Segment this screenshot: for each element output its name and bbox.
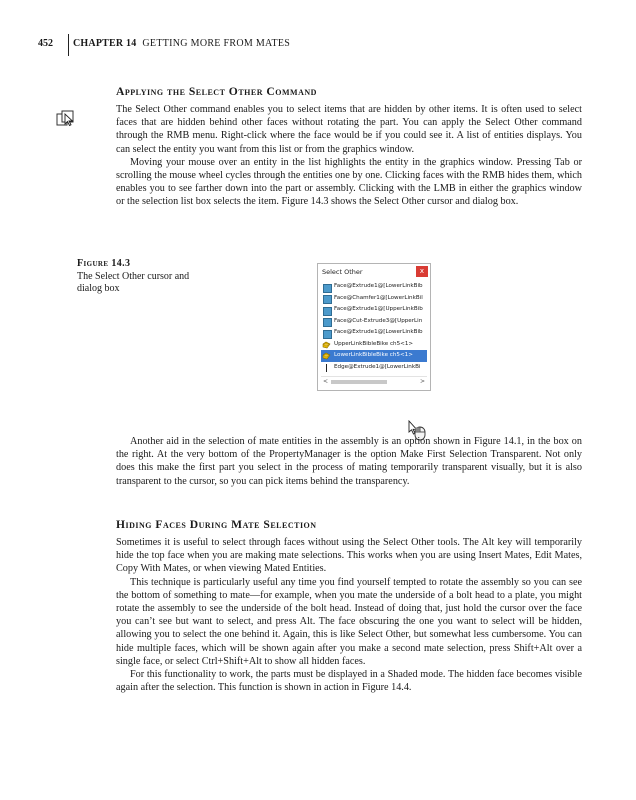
close-button[interactable]: x [416,266,428,277]
paragraph: Another aid in the selection of mate entities in the assembly is an option shown in Figure 14.1, in the box on the right. At the very bottom of the PropertyManager is the option Make First Selection Transparent. Not only does this make the first part you select in the process of mating temporarily transparent visually, but it is also transparent to the cursor, so you can pick items behind the transparency. [116,436,582,487]
face-icon [323,284,332,293]
face-icon [323,318,332,327]
chapter-title: GETTING MORE FROM MATES [142,38,291,49]
page-number: 452 [38,38,53,49]
scroll-left-button[interactable]: < [323,378,329,385]
list-item[interactable] [321,304,427,316]
part-icon [322,341,331,349]
scroll-right-button[interactable]: > [419,378,425,385]
section-heading-select-other: Applying the Select Other Command [116,85,317,98]
list-item[interactable] [321,316,427,328]
horizontal-scrollbar[interactable] [321,376,427,386]
select-other-margin-icon [56,110,76,128]
list-item-label: LowerLinkBibleBike ch5<1> [334,352,413,358]
section1-body [116,103,582,209]
list-item[interactable] [321,362,427,374]
list-item-label: Face@Chamfer1@[LowerLinkBil [334,294,423,301]
list-item-label: UpperLinkBibleBike ch5<1> [334,340,414,347]
paragraph: For this functionality to work, the parts must be displayed in a Shaded mode. The hidden face becomes visible again after the selection. This function is shown in action in Figure 14.4. [116,669,582,694]
part-icon [322,352,331,360]
dialog-title: Select Other [322,268,363,276]
list-item[interactable] [321,327,427,339]
chapter-label: CHAPTER 14 [73,38,137,49]
scroll-thumb[interactable] [331,380,387,384]
figure-caption-text: The Select Other cursor and dialog box [77,270,190,294]
section2-body [116,536,582,694]
section-heading-hiding-faces: Hiding Faces During Mate Selection [116,518,317,531]
running-header [73,38,290,49]
figure-label: Figure 14.3 [77,258,131,269]
paragraph: This technique is particularly useful any time you find yourself tempted to rotate the assembly so you can see the bottom of something to mate—for example, when you mate the underside of a bolt head to a plate, you might rotate the assembly to see the underside of the bolt head. Instead of doing that, just hold the cursor over the face you can’t see but want to select, and press Alt. The face obscuring the one you want to select will be hidden, allowing you to select the one behind it. Again, this is like Select Other, but somewhat less cumbersome. You can hide multiple faces, which will be shown again after you make a second mate selection, press Shift+Alt over a single face, or select Ctrl+Shift+Alt to show all hidden faces. [116,576,582,667]
list-item[interactable] [321,350,427,362]
paragraph: Sometimes it is useful to select through faces without using the Select Other tools. The Alt key will temporarily hide the top face when you are making mate selections. This works when you are using Insert Mates, Edit Mates, Copy With Mates, or when viewing Mated Entities. [116,537,582,575]
entity-list[interactable] [321,281,427,373]
edge-icon [326,364,327,372]
header-divider [68,34,69,56]
list-item-label: Face@Extrude1@[LowerLinkBib [334,283,423,289]
after-figure-body [116,435,582,488]
face-icon [323,295,332,304]
list-item-label: Face@Extrude1@[UpperLinkBib [334,306,423,312]
figure-caption [77,258,197,296]
face-icon [323,307,332,316]
face-icon [323,330,332,339]
paragraph: The Select Other command enables you to select items that are hidden by other items. It is often used to select faces that are hidden behind other faces without rotating the part. You can apply the Select Other command through the RMB menu. Right-click where the face would be if you could see it. A list of entities displays. You can select the entity you want from this list or from the graphics window. [116,104,582,155]
select-other-dialog [317,263,431,391]
list-item-label: Face@Cut-Extrude3@[UpperLin [334,317,423,324]
list-item[interactable] [321,281,427,293]
paragraph: Moving your mouse over an entity in the list highlights the entity in the graphics window. Pressing Tab or scrolling the mouse wheel cycles through the entities one by one. Clicking faces with the RMB hides them, which enables you to see farther down into the part or assembly. Clicking with the LMB in either the graphics window or the selection list box selects the item. Figure 14.3 shows the Select Other cursor and dialog box. [116,156,582,208]
list-item-label: Edge@Extrude1@[LowerLinkBi [334,363,421,370]
list-item[interactable] [321,293,427,305]
list-item-label: Face@Extrude1@[LowerLinkBib [334,329,423,335]
list-item[interactable] [321,339,427,351]
